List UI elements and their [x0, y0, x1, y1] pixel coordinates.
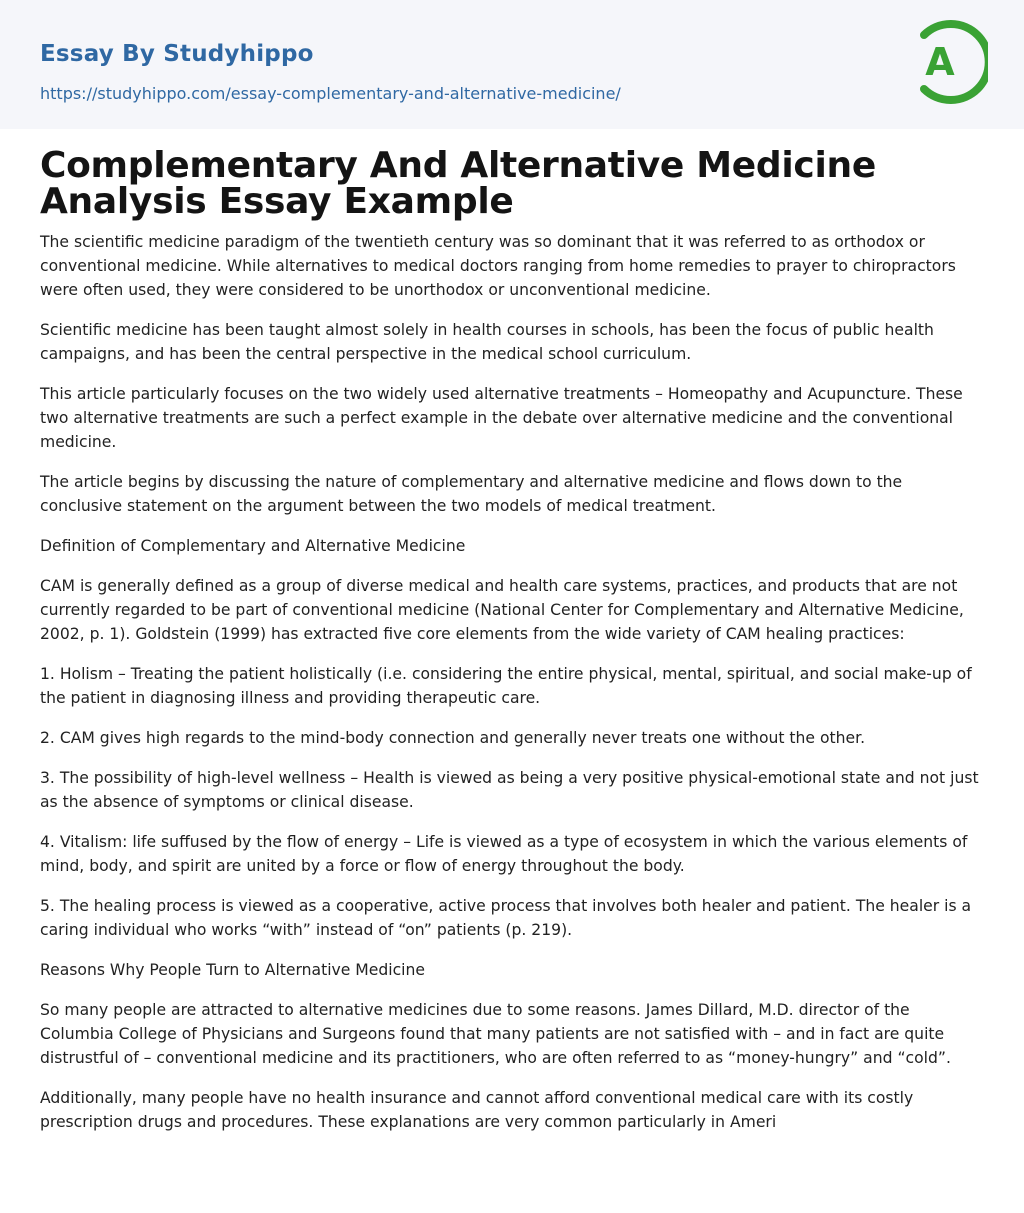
- paragraph: CAM is generally defined as a group of diverse medical and health care systems, practices, and products that are not currently regarded to be part of conventional medicine (National Center for Complementary and Alternative Medicine, 2002, p. 1). Goldstein (1999) has extracted five core elements from the wide variety of CAM healing practices:: [40, 577, 964, 643]
- paragraph: So many people are attracted to alternative medicines due to some reasons. James Dillard, M.D. director of the Columbia College of Physicians and Surgeons found that many patients are not satisfied with – and in fact are quite distrustful of – conventional medicine and its practitioners, who are often referred to as “money-hungry” and “cold”.: [40, 1001, 951, 1067]
- list-item: 1. Holism – Treating the patient holistically (i.e. considering the entire physical, mental, spiritual, and social make-up of the patient in diagnosing illness and providing therapeutic care.: [40, 665, 972, 707]
- article-title: Complementary And Alternative Medicine Analysis Essay Example: [40, 145, 876, 222]
- paragraph: This article particularly focuses on the two widely used alternative treatments – Homeopathy and Acupuncture. These two alternative treatments are such a perfect example in the debate over alternative medicine and the conventional medicine.: [40, 385, 963, 451]
- list-item: 3. The possibility of high-level wellness – Health is viewed as being a very positive physical-emotional state and not just as the absence of symptoms or clinical disease.: [40, 769, 979, 811]
- logo-letter: A: [925, 40, 955, 84]
- list-item: 4. Vitalism: life suffused by the flow of energy – Life is viewed as a type of ecosystem in which the various elements of mind, body, and spirit are united by a force or flow of energy throughout the body.: [40, 833, 968, 875]
- article: [40, 145, 985, 1150]
- studyhippo-logo-icon[interactable]: [912, 18, 988, 106]
- section-heading: Reasons Why People Turn to Alternative Medicine: [40, 961, 425, 979]
- paragraph: The article begins by discussing the nature of complementary and alternative medicine and flows down to the conclusive statement on the argument between the two models of medical treatment.: [40, 473, 903, 515]
- paragraph: The scientific medicine paradigm of the twentieth century was so dominant that it was referred to as orthodox or conventional medicine. While alternatives to medical doctors ranging from home remedies to prayer to chiropractors were often used, they were considered to be unorthodox or unconventional medicine.: [40, 233, 956, 299]
- paragraph: Additionally, many people have no health insurance and cannot afford conventional medical care with its costly prescription drugs and procedures. These explanations are very common particularly in Ameri: [40, 1089, 914, 1131]
- source-url-link[interactable]: https://studyhippo.com/essay-complementary-and-alternative-medicine/: [40, 84, 621, 103]
- list-item: 5. The healing process is viewed as a cooperative, active process that involves both healer and patient. The healer is a caring individual who works “with” instead of “on” patients (p. 219).: [40, 897, 972, 939]
- site-brand[interactable]: Essay By Studyhippo: [40, 41, 314, 67]
- list-item: 2. CAM gives high regards to the mind-body connection and generally never treats one without the other.: [40, 729, 866, 747]
- section-heading: Definition of Complementary and Alternative Medicine: [40, 537, 466, 555]
- paragraph: Scientific medicine has been taught almost solely in health courses in schools, has been the focus of public health campaigns, and has been the central perspective in the medical school curriculum.: [40, 321, 934, 363]
- site-header: [0, 0, 1024, 129]
